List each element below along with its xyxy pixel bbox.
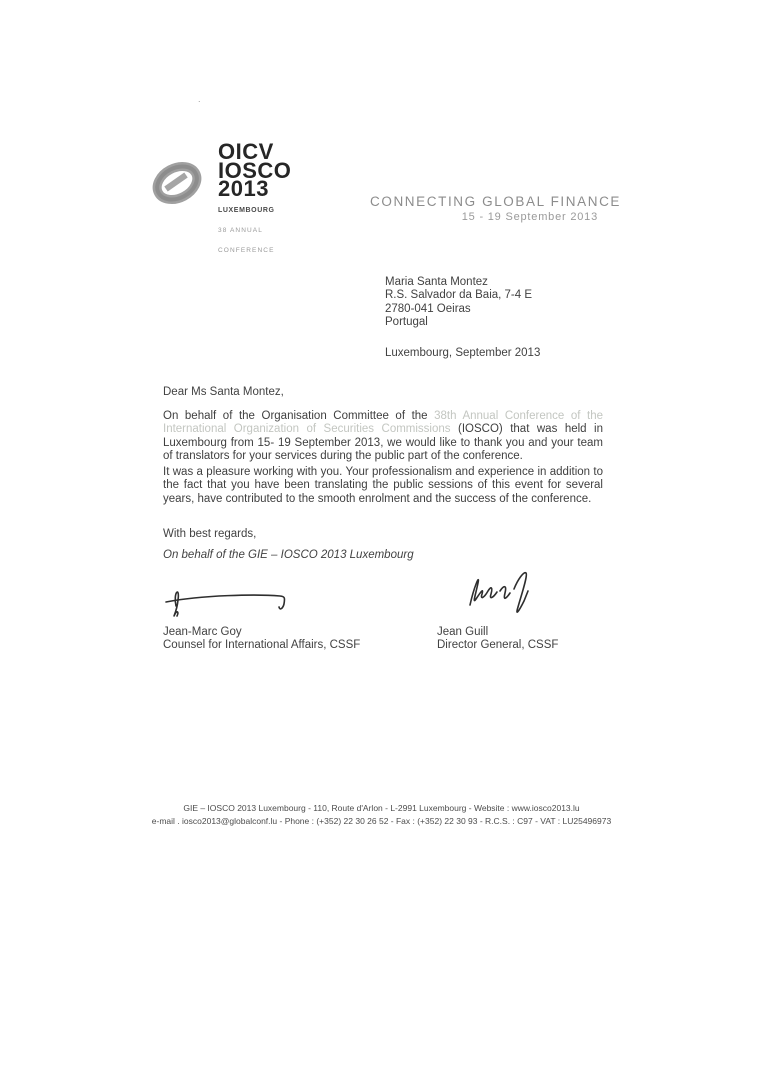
signatory-title: Director General, CSSF [437, 639, 559, 652]
body-paragraph-2: It was a pleasure working with you. Your professionalism and experience in addition to the fact that you have been translating the public sessions of this event for several years, have contributed to the smooth enrolment and the success of the conference. [163, 466, 603, 505]
signatory-title: Counsel for International Affairs, CSSF [163, 639, 361, 652]
letter-footer [60, 802, 703, 828]
signature-jean-marc-goy [162, 578, 312, 628]
logo-line-iosco: IOSCO [218, 157, 292, 183]
signatory-block-goy [163, 626, 360, 653]
recipient-address [385, 276, 532, 330]
logo-annual-label: 38 ANNUAL [218, 226, 263, 234]
place-date-line: Luxembourg, September 2013 [385, 347, 541, 359]
iosco-logo-icon [146, 153, 208, 215]
on-behalf-line: On behalf of the GIE – IOSCO 2013 Luxembourg [163, 549, 414, 561]
footer-address-line: GIE – IOSCO 2013 Luxembourg - 110, Route d'Arlon - L-2991 Luxembourg - Website : www.iosco2013.lu [183, 803, 580, 813]
recipient-city: 2780-041 Oeiras [385, 302, 471, 315]
footer-contact-line: e-mail . iosco2013@globalconf.lu - Phone : (+352) 22 30 26 52 - Fax : (+352) 22 30 93 - R.C.S. : C97 - VAT : LU25496973 [151, 816, 612, 826]
recipient-country: Portugal [385, 316, 428, 329]
conference-dates: 15 - 19 September 2013 [461, 211, 598, 223]
scan-artifact-dot: . [198, 94, 201, 104]
recipient-street: R.S. Salvador da Baia, 7-4 E [385, 289, 533, 302]
salutation: Dear Ms Santa Montez, [163, 386, 284, 398]
signature-jean-guill [462, 567, 552, 623]
header-tagline-block [370, 194, 620, 223]
logo-line-2013: 2013 [218, 176, 269, 201]
paragraph-1-end: (IOSCO) that was held in Luxembourg from 15- 19 September 2013, we would like to thank you and your team of translators for your services during the public part of the conference. [163, 423, 603, 462]
logo-line-oicv: OICV [218, 139, 274, 164]
signatory-name: Jean Guill [437, 626, 489, 638]
logo-conference-label: CONFERENCE [218, 246, 275, 254]
closing-line: With best regards, [163, 528, 257, 540]
logo-luxembourg-label: LUXEMBOURG [218, 206, 275, 214]
recipient-name: Maria Santa Montez [385, 276, 488, 288]
signatory-block-guill [437, 626, 558, 653]
body-paragraph-1 [163, 410, 603, 463]
paragraph-1-faint-text: 38th Annual Conference of the International Organization of Securities Commissions [163, 410, 603, 436]
iosco-logo-wordmark [218, 139, 292, 260]
paragraph-1-start: On behalf of the Organisation Committee of the [163, 410, 435, 422]
signatory-name: Jean-Marc Goy [163, 626, 242, 638]
conference-tagline: CONNECTING GLOBAL FINANCE [370, 194, 622, 209]
